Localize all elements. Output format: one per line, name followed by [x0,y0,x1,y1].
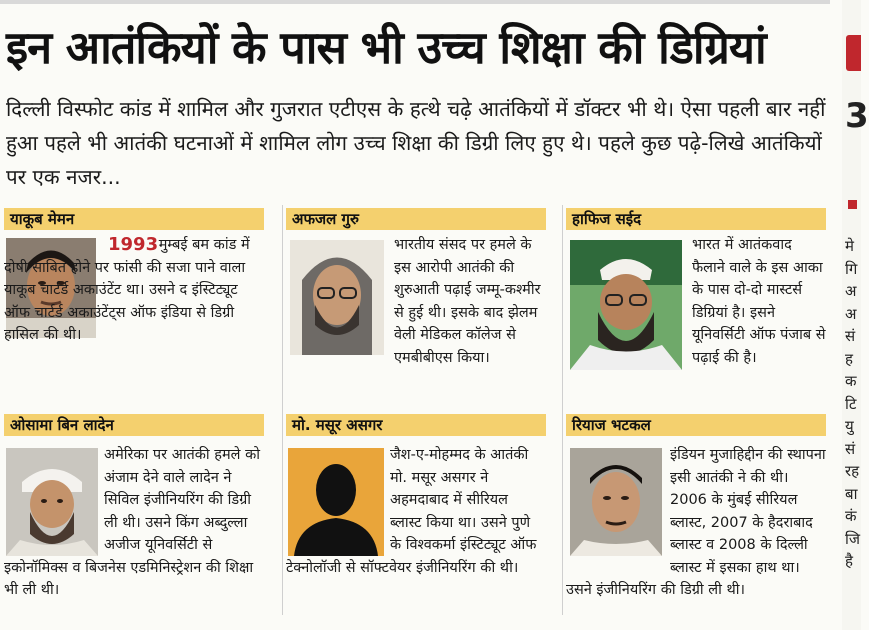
profile-title: मो. मसूर असगर [286,414,546,436]
intro-paragraph: दिल्ली विस्फोट कांड में शामिल और गुजरात एटीएस के हत्थे चढ़े आतंकियों में डॉक्टर भी थे। ऐसा पहली बार नहीं हुआ पहले भी आतंकी घटनाओं में शामिल लोग उच्च शिक्षा की डिग्री लिए हुए थे। पहले कुछ पढ़े-लिखे आतंकियों पर एक नजर... [6,97,826,189]
red-tab [846,35,861,71]
headline: इन आतंकियों के पास भी उच्च शिक्षा की डिग्रियां [6,21,766,74]
profile-text: जैश-ए-मोहम्मद के आतंकी मो. मसूर असगर ने अहमदाबाद में सीरियल ब्लास्ट किया था। उसने पुणे के विश्वकर्मा इंस्टिट्यूट ऑफ टेक्नोलॉजी से सॉफ्टवेयर इंजीनियरिंग की थी। [286,447,537,576]
side-line: अ [845,304,857,323]
side-line: जि [845,529,861,548]
side-line: मे [845,237,854,255]
side-line: यु [845,417,854,435]
profile-yakub-memon [4,208,264,343]
year-highlight: 1993 [108,234,159,255]
profile-masur-asgar [286,414,546,576]
profile-text: भारतीय संसद पर हमले के इस आरोपी आतंकी की शुरुआती पढ़ाई जम्मू-कश्मीर से हुई थी। इसके बाद झेलम वेली मेडिकल कॉलेज से एमबीबीएस किया। [394,237,541,366]
adjacent-number: 3 [845,96,869,136]
profile-text: इंडियन मुजाहिद्दीन की स्थापना इसी आतंकी ने की थी। 2006 के मुंबई सीरियल ब्लास्ट, 2007 के हैदराबाद ब्लास्ट व 2008 के दिल्ली ब्लास्ट में इसका हाथ था। उसने इंजीनियरिंग की डिग्री ली थी। [566,447,826,598]
adjacent-column-text [845,235,861,573]
top-rule [0,0,830,4]
portrait-photo [290,240,384,355]
portrait-photo [570,240,682,370]
face-portrait-icon [570,240,682,370]
face-portrait-icon [290,240,384,355]
profile-title: रियाज भटकल [566,414,826,436]
side-line: टि [845,394,857,413]
side-line: कं [845,507,857,525]
profile-osama-bin-laden [4,414,264,598]
profile-afzal-guru [286,208,546,366]
red-bullet [848,200,857,209]
profile-title: अफजल गुरु [286,208,546,230]
side-line: सं [845,439,856,458]
side-line: बा [845,484,858,503]
profile-title: ओसामा बिन लादेन [4,414,264,436]
profile-riyaz-bhatkal [566,414,826,598]
column-rule [562,205,563,615]
profile-title: हाफिज सईद [566,208,826,230]
side-line: क [845,372,857,390]
side-line: ह [845,349,853,368]
profile-text: भारत में आतंकवाद फैलाने वाले के इस आका के पास दो-दो मास्टर्स डिग्रियां है। इसने यूनिवर्सिटी ऑफ पंजाब से पढ़ाई की है। [692,237,826,366]
side-line: रह [845,462,860,480]
side-line: है [845,552,853,570]
side-line: सं [845,327,856,345]
side-line: गि [845,259,858,278]
profile-text: मुम्बई बम कांड में दोषी साबित होने पर फांसी की सजा पाने वाला याकूब चार्टर्ड अकाउंटेंट था। उसने द इंस्टिट्यूट ऑफ चार्टर्ड अकाउंटेंट्स ऑफ इंडिया से डिग्री हासिल की थी। [4,237,250,343]
side-line: अ [845,282,857,300]
profile-text: अमेरिका पर आतंकी हमले को अंजाम देने वाले लादेन ने सिविल इंजीनियरिंग की डिग्री ली थी। उसने किंग अब्दुल्ला अजीज यूनिवर्सिटी से इकोनॉमिक्स व बिजनेस एडमिनिस्ट्रेशन की शिक्षा भी ली थी। [4,447,260,598]
profile-title: याकूब मेमन [4,208,264,230]
column-rule [282,205,283,615]
profile-hafiz-saeed [566,208,826,366]
